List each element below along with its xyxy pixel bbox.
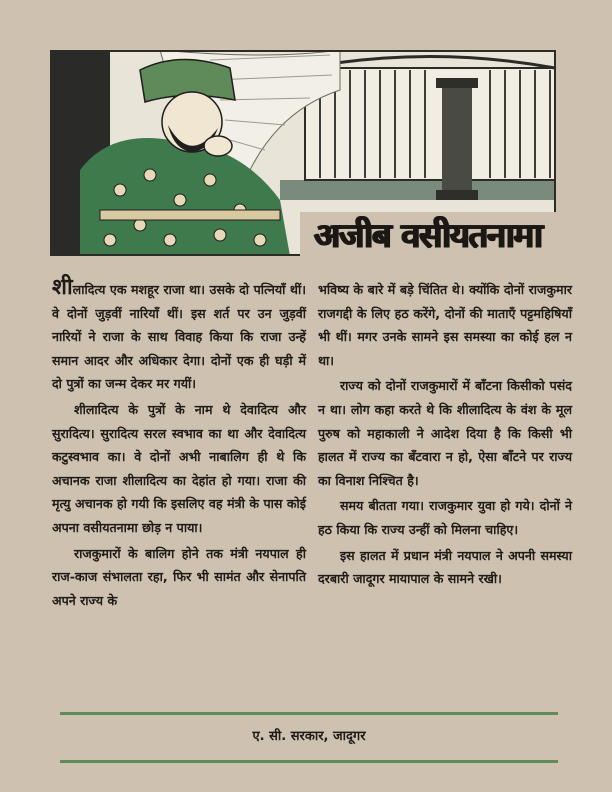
paragraph: शीलादित्य एक मशहूर राजा था। उसके दो पत्नियाँ थीं। वे दोनों जुड़वीं नारियाँ थीं। इस शर्त पर उन जुड़वीं नारियों ने राजा के साथ विवाह किया कि राजा उन्हें समान आदर और अधिकार देगा। दोनों एक ही घड़ी में दो पुत्रों का जन्म देकर मर गयीं। xyxy=(52,275,306,392)
paragraph: भविष्य के बारे में बड़े चिंतित थे। क्योंकि दोनों राजकुमार राजगद्दी के लिए हठ करेंगे, दोनों की माताएँ पट्टमहिषियाँ भी थीं। मगर उनके सामने इस समस्या का कोई हल न था। xyxy=(318,282,572,368)
paragraph: समय बीतता गया। राजकुमार युवा हो गये। दोनों ने हठ किया कि राज्य उन्हीं को मिलना चाहिए। xyxy=(318,498,572,537)
divider-top xyxy=(60,712,558,715)
paragraph: राजकुमारों के बालिग होने तक मंत्री नयपाल ही राज-काज संभालता रहा, फिर भी सामंत और सेनापति अपने राज्य के xyxy=(52,545,306,608)
author-credit: ए. सी. सरकार, जादूगर xyxy=(252,729,366,744)
left-column xyxy=(52,275,306,614)
drop-cap: शी xyxy=(52,275,73,300)
paragraph: शीलादित्य के पुत्रों के नाम थे देवादित्य और सुरादित्य। सुरादित्य सरल स्वभाव का था और देवादित्य कटुस्वभाव का। वे दोनों अभी नाबालिग ही थे कि अचानक राजा शीलादित्य का देहांत हो गया। राजा की मृत्यु अचानक हो गयी कि इसलिए वह मंत्री के पास कोई अपना वसीयतनामा छोड़ न पाया। xyxy=(52,401,306,535)
paragraph: इस हालत में प्रधान मंत्री नयपाल ने अपनी समस्या दरबारी जादूगर मायापाल के सामने रखी। xyxy=(318,547,572,587)
paragraph: राज्य को दोनों राजकुमारों में बाँटना किसीको पसंद न था। लोग कहा करते थे कि शीलादित्य के वंश के मूल पुरुष को महाकाली ने आदेश दिया है कि किसी भी हालत में राज्य का बँटवारा न हो, ऐसा बाँटने पर राज्य का विनाश निश्चित है। xyxy=(318,378,572,488)
story-title: अजीब वसीयतनामा xyxy=(300,212,556,260)
right-column xyxy=(318,278,572,593)
divider-bottom xyxy=(60,760,558,763)
